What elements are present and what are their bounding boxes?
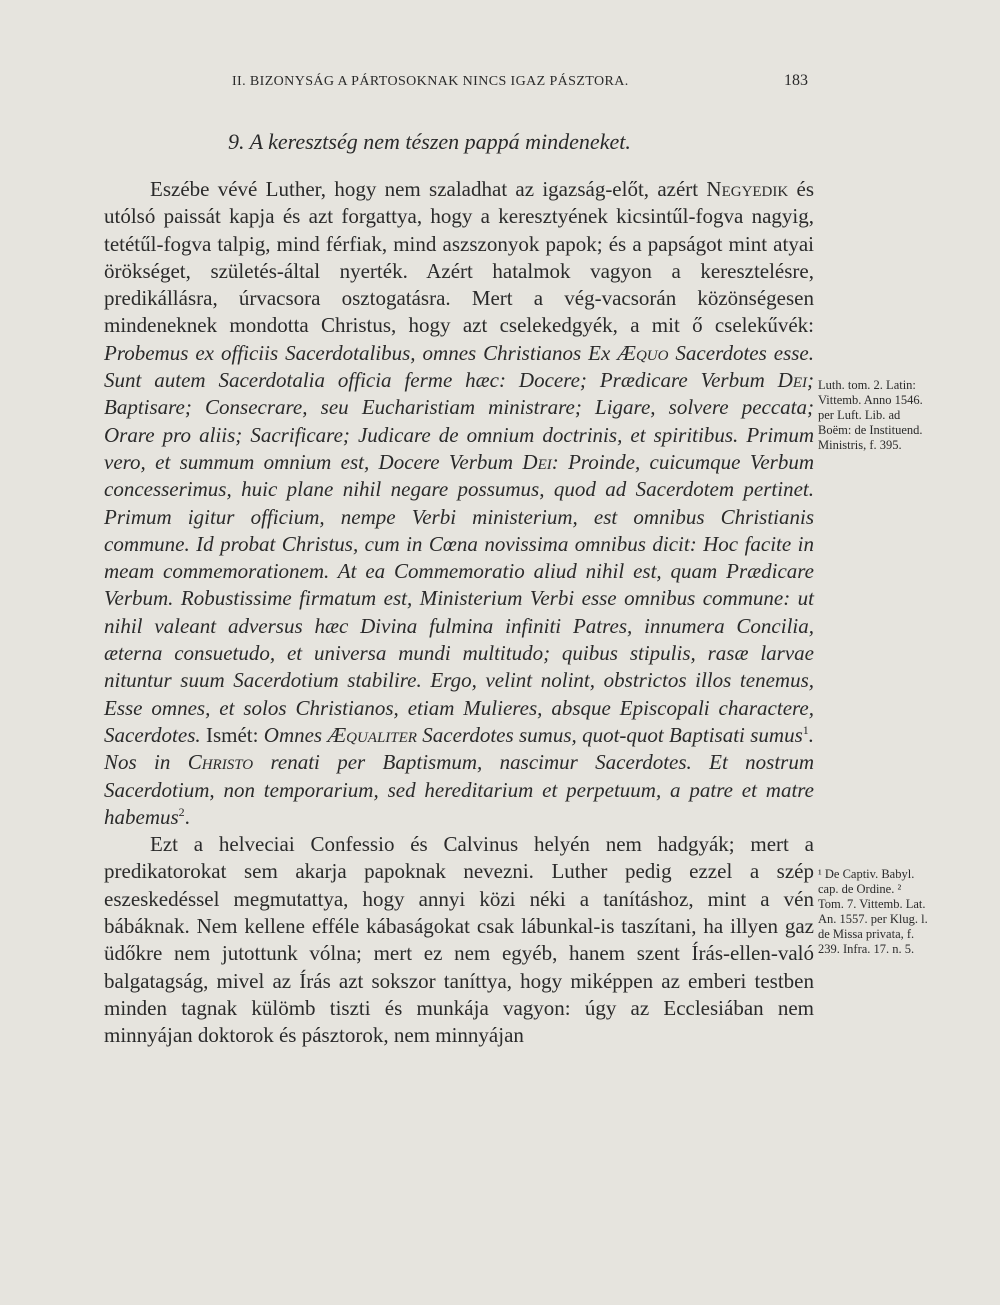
footnote-marker: 1: [802, 722, 809, 737]
latin-quote: : Proinde, cuicumque Verbum concesserimus, huic plane nihil negare possumus, quod ad Sacerdotem pertinet. Primum igitur officium, nempe Verbi ministerium, est omnibus Christianis commune. Id probat Christus, cum in Cœna novissima omnibus dicit: Hoc facite in meam commemorationem. At ea Commemoratio aliud nihil est, quam Prædicare Verbum. Robustissime firmatum est, Ministerium Verbi esse omnibus commune: ut nihil valeant adversus hæc Divina fulmina infiniti Patres, innumera Concilia, æterna consuetudo, et universa mundi multitudo; quibus stipulis, rasæ larvae nituntur suum Sacerdotium stabilire. Ergo, velint nolint, obstrictos illos tenemus, Esse omnes, et solos Christianos, etiam Mulieres, absque Episcopali charactere, Sacerdotes.: [104, 449, 814, 747]
footnote-marker: 2: [178, 804, 185, 819]
latin-quote: ; Baptisare; Consecrare, seu Eucharistiam ministrare; Ligare, solvere peccata; Orare pro aliis; Sacrificare; Judicare de omnium doctrinis, et spiritibus. Primum vero, et summum omnium est, Docere Verbum: [104, 368, 814, 474]
paragraph-2: Ezt a helveciai Confessio és Calvinus helyén nem hadgyák; mert a predikatorokat sem akarja papoknak nevezni. Luther pedig ezzel a szép eszeskedéssel megmutattya, hogy annyi közi néki a tanításhoz, mint a vén bábáknak. Nem kellene efféle kábaságokat csak lábunkal-is taszítani, ha illyen gaz üdőkre nem jutottunk vólna; mert ez nem egyéb, hanem szent Írás-ellen-való balgatagság, mivel az Írás azt sokszor taníttya, hogy miképpen az emberi testben minden tagnak külömb tiszti és munkája vagyon: úgy az Ecclesiában nem minnyájan doktorok és pásztorok, nem minnyájan: [104, 832, 814, 1048]
latin-quote: Sacerdotes esse. Sunt autem Sacerdotalia officia ferme hæc: Docere; Prædicare Verbum: [104, 340, 814, 393]
latin-quote: Christo: [187, 750, 254, 775]
latin-quote: Æqualiter: [327, 722, 417, 747]
text-span: Eszébe vévé Luther, hogy nem szaladhat az igazság-előt, azért: [150, 177, 699, 201]
margin-note-footnotes: ¹ De Captiv. Babyl. cap. de Ordine. ² Tom. 7. Vittemb. Lat. An. 1557. per Klug. l. de Missa privata, f. 239. Infra. 17. n. 5.: [818, 867, 928, 956]
margin-note-reference: Luth. tom. 2. Latin: Vittemb. Anno 1546. per Luft. Lib. ad Boëm: de Instituend. Ministris, f. 395.: [818, 378, 923, 452]
section-title: 9. A keresztség nem tészen pappá mindeneket.: [228, 129, 631, 154]
text-span: .: [184, 804, 190, 829]
latin-quote: Æquo: [617, 340, 669, 365]
latin-quote: Sacerdotes sumus, quot-quot Baptisati sumus: [416, 722, 803, 747]
page-number: 183: [784, 72, 808, 89]
latin-quote: Dei: [777, 368, 807, 393]
paragraph-1: [104, 176, 814, 831]
body-text: [104, 176, 814, 1050]
latin-quote: Dei: [522, 449, 552, 474]
latin-quote: Omnes: [263, 722, 328, 747]
text-span: és utólsó paissát kapja és azt forgattya, hogy a keresztyének kicsintűl-fogva nagyig, tetétűl-fogva talpig, mind férfiak, mind aszszonyok papok; és a papságot mint atyai örökséget, születés-által nyerték. Azért hatalmok vagyon a keresztelésre, predikállásra, úrvacsora osztogatásra. Mert a vég-vacsorán közönségesen mindeneknek mondotta Christus, hogy azt cselekedgyék, a mit ő cselekűvék:: [104, 177, 815, 338]
text-span: Ismét:: [200, 722, 264, 747]
latin-quote: renati per Baptismum, nascimur Sacerdotes. Et nostrum Sacerdotium, non temporarium, sed hereditarium et perpetuum, a patre et matre habemus: [104, 750, 814, 829]
latin-quote: Probemus ex officiis Sacerdotalibus, omnes Christianos Ex: [104, 340, 618, 365]
running-head: II. BIZONYSÁG A PÁRTOSOKNAK NINCS IGAZ PÁSZTORA.: [232, 74, 629, 89]
latin-quote: . Nos in: [104, 722, 814, 775]
text-span: Negyedik: [706, 177, 789, 201]
